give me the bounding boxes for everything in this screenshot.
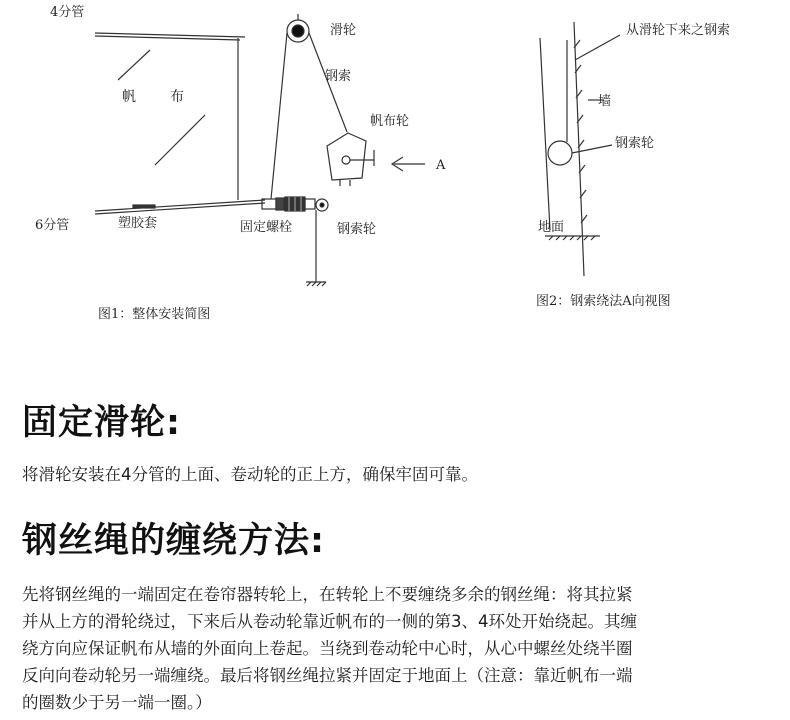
ground-anchor	[306, 210, 326, 286]
label-fixed-bolt: 固定螺栓	[240, 220, 293, 235]
label-ground: 地面	[538, 220, 565, 235]
fixed-bolt-assembly	[262, 197, 328, 211]
section2-line: 并从上方的滑轮绕过，下来后从卷动轮靠近帆布的一侧的第3、4环处开始绕起。其缠	[22, 612, 637, 631]
pipe-4-top	[95, 33, 245, 40]
label-cable-wheel-2: 钢索轮	[615, 136, 655, 151]
section2-line: 先将钢丝绳的一端固定在卷帘器转轮上，在转轮上不要缠绕多余的钢丝绳：将其拉紧	[22, 585, 633, 604]
figure1-caption: 图1：整体安装简图	[98, 307, 211, 322]
label-wall: 墙	[598, 94, 612, 109]
cable-from-pulley	[540, 35, 620, 230]
label-pipe-6: 6分管	[35, 218, 70, 233]
section2-line: 的圈数少于另一端一圈。）	[22, 693, 212, 712]
label-canvas-left: 帆	[122, 89, 136, 105]
installation-diagram	[0, 0, 790, 340]
label-pipe-4: 4分管	[50, 5, 85, 20]
label-cable-from-pulley: 从滑轮下来之钢索	[626, 23, 731, 38]
label-plastic-sleeve: 塑胶套	[118, 216, 158, 231]
section2-line: 绕方向应保证帆布从墙的外面向上卷起。当绕到卷动轮中心时，从心中螺丝处绕半圈	[22, 639, 633, 658]
label-cable-wheel: 钢索轮	[337, 222, 377, 237]
label-arrow-a: A	[436, 158, 446, 173]
label-canvas-reel: 帆布轮	[370, 114, 410, 129]
label-pulley: 滑轮	[330, 23, 357, 38]
canvas-hatch	[155, 115, 205, 165]
plastic-sleeve	[133, 205, 155, 208]
section1-heading: 固定滑轮:	[22, 403, 181, 443]
section2-line: 反向向卷动轮另一端缠绕。最后将钢丝绳拉紧并固定于地面上（注意：靠近帆布一端	[22, 666, 633, 685]
section2-body	[22, 581, 774, 716]
label-canvas-right: 布	[170, 89, 184, 105]
diagram-drawing	[0, 0, 790, 340]
section2-heading: 钢丝绳的缠绕方法:	[22, 521, 325, 561]
ground-line	[545, 236, 600, 240]
section1-body: 将滑轮安装在4分管的上面、卷动轮的正上方，确保牢固可靠。	[22, 465, 478, 484]
canvas-hatch	[118, 50, 150, 80]
figure2-caption: 图2：钢索绕法A向视图	[536, 294, 671, 309]
canvas-reel	[327, 133, 374, 186]
cable-lines	[271, 33, 347, 199]
pulley	[287, 14, 309, 42]
cable-wheel-side	[548, 141, 572, 165]
pipe-6-bottom	[95, 200, 265, 214]
arrow-a	[392, 157, 425, 171]
label-cable-top: 钢索	[325, 69, 352, 84]
cable-wheel-leader	[572, 145, 612, 153]
